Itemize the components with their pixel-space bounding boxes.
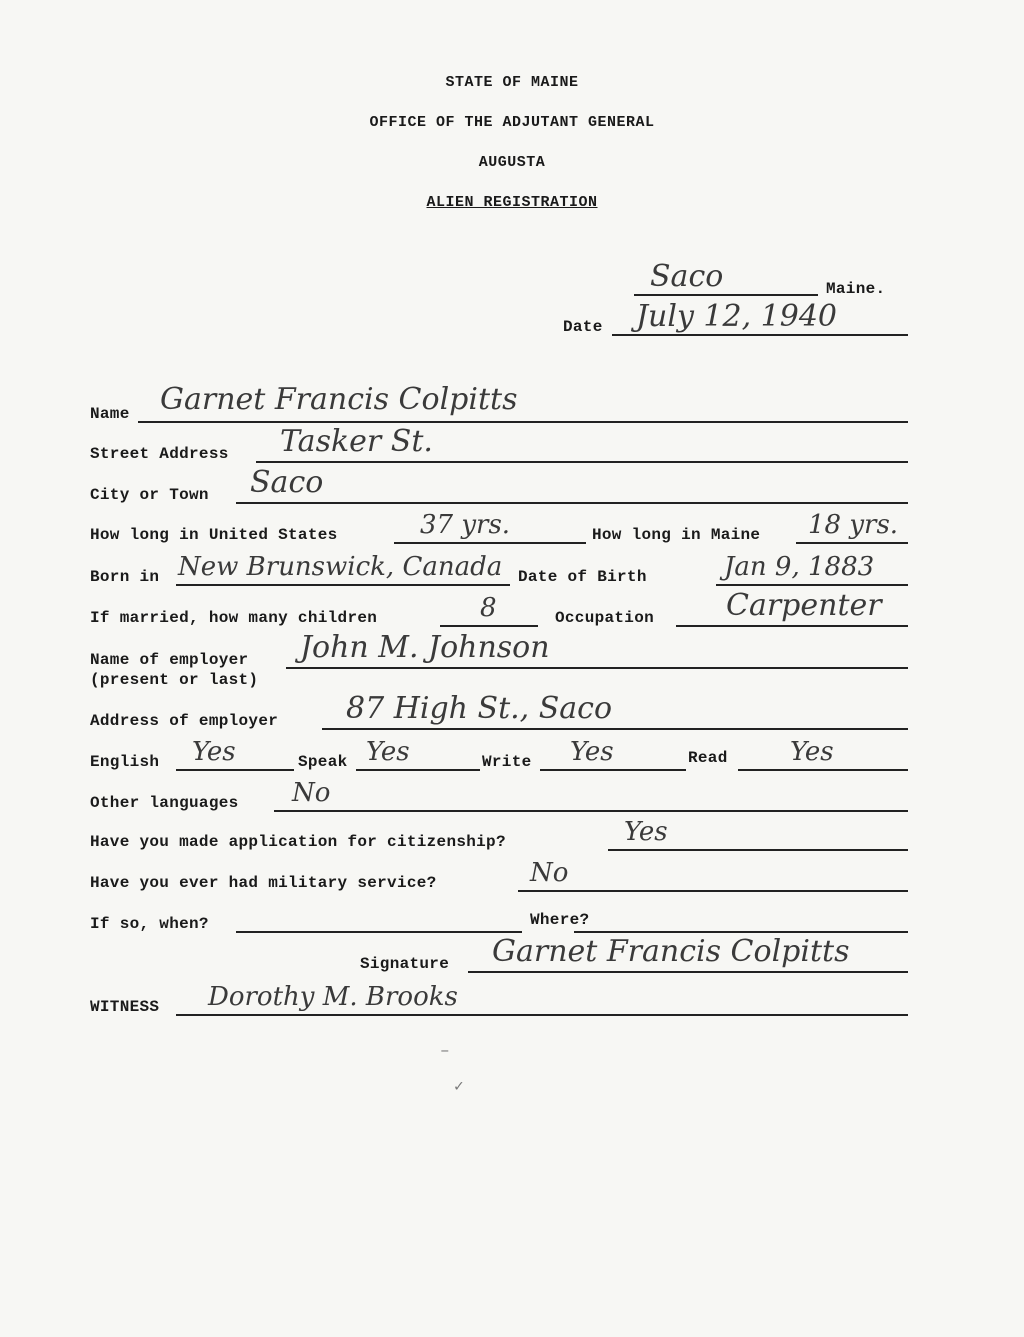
where-label: Where?: [530, 911, 590, 929]
citizenship-rule: [608, 849, 908, 851]
date-label: Date: [563, 318, 603, 336]
employer-address-rule: [322, 728, 908, 730]
speak-value: Yes: [366, 737, 410, 767]
employer-name-rule: [286, 667, 908, 669]
street-value: Tasker St.: [280, 424, 433, 459]
date-of-birth-label: Date of Birth: [518, 568, 647, 586]
city-rule: [236, 502, 908, 504]
how-long-maine-value: 18 yrs.: [808, 510, 899, 540]
occupation-label: Occupation: [555, 609, 655, 627]
street-label: Street Address: [90, 445, 229, 463]
children-label: If married, how many children: [90, 609, 378, 627]
city-value: Saco: [250, 465, 324, 500]
military-label: Have you ever had military service?: [90, 874, 437, 892]
employer-name-label: Name of employer: [90, 651, 249, 669]
date-rule: [612, 334, 908, 336]
signature-label: Signature: [360, 955, 450, 973]
read-value: Yes: [790, 737, 834, 767]
write-rule: [540, 769, 686, 771]
other-languages-rule: [274, 810, 908, 812]
how-long-maine-label: How long in Maine: [592, 526, 761, 544]
date-value: July 12, 1940: [636, 299, 838, 334]
occupation-value: Carpenter: [726, 588, 882, 623]
write-label: Write: [482, 753, 532, 771]
stray-mark-dash: –: [440, 1042, 450, 1060]
english-label: English: [90, 753, 160, 771]
other-languages-label: Other languages: [90, 794, 239, 812]
how-long-maine-rule: [796, 542, 908, 544]
employer-address-label: Address of employer: [90, 712, 279, 730]
town-value: Saco: [650, 259, 724, 294]
employer-name-sublabel: (present or last): [90, 671, 259, 689]
name-value: Garnet Francis Colpitts: [160, 382, 518, 417]
citizenship-label: Have you made application for citizenship?: [90, 833, 506, 851]
city-label: City or Town: [90, 486, 209, 504]
witness-rule: [176, 1014, 908, 1016]
witness-value: Dorothy M. Brooks: [208, 982, 458, 1012]
read-rule: [738, 769, 908, 771]
born-in-rule: [176, 584, 510, 586]
name-label: Name: [90, 405, 130, 423]
read-label: Read: [688, 749, 728, 767]
header-city: AUGUSTA: [478, 154, 546, 171]
citizenship-value: Yes: [624, 817, 668, 847]
date-of-birth-value: Jan 9, 1883: [724, 552, 875, 582]
employer-address-value: 87 High St., Saco: [346, 691, 613, 726]
maine-label: Maine.: [826, 280, 886, 298]
header-office: OFFICE OF THE ADJUTANT GENERAL: [369, 114, 655, 131]
signature-value: Garnet Francis Colpitts: [492, 934, 850, 969]
other-languages-value: No: [292, 778, 331, 808]
speak-label: Speak: [298, 753, 348, 771]
how-long-us-rule: [394, 542, 586, 544]
stray-mark-check: ✓: [454, 1078, 464, 1096]
if-so-when-label: If so, when?: [90, 915, 209, 933]
military-rule: [518, 890, 908, 892]
signature-rule: [468, 971, 908, 973]
town-rule: [634, 294, 818, 296]
how-long-us-value: 37 yrs.: [420, 510, 511, 540]
date-of-birth-rule: [716, 584, 908, 586]
how-long-us-label: How long in United States: [90, 526, 338, 544]
where-rule: [574, 931, 908, 933]
english-value: Yes: [192, 737, 236, 767]
employer-name-value: John M. Johnson: [300, 630, 550, 665]
english-rule: [176, 769, 294, 771]
speak-rule: [356, 769, 480, 771]
header-state: STATE OF MAINE: [445, 74, 579, 91]
military-value: No: [530, 858, 569, 888]
children-value: 8: [480, 593, 497, 623]
form-title: ALIEN REGISTRATION: [426, 194, 598, 211]
occupation-rule: [676, 625, 908, 627]
name-rule: [138, 421, 908, 423]
write-value: Yes: [570, 737, 614, 767]
children-rule: [440, 625, 538, 627]
born-in-value: New Brunswick, Canada: [178, 552, 503, 582]
street-rule: [256, 461, 908, 463]
born-in-label: Born in: [90, 568, 160, 586]
if-so-when-rule: [236, 931, 522, 933]
witness-label: WITNESS: [90, 998, 160, 1016]
